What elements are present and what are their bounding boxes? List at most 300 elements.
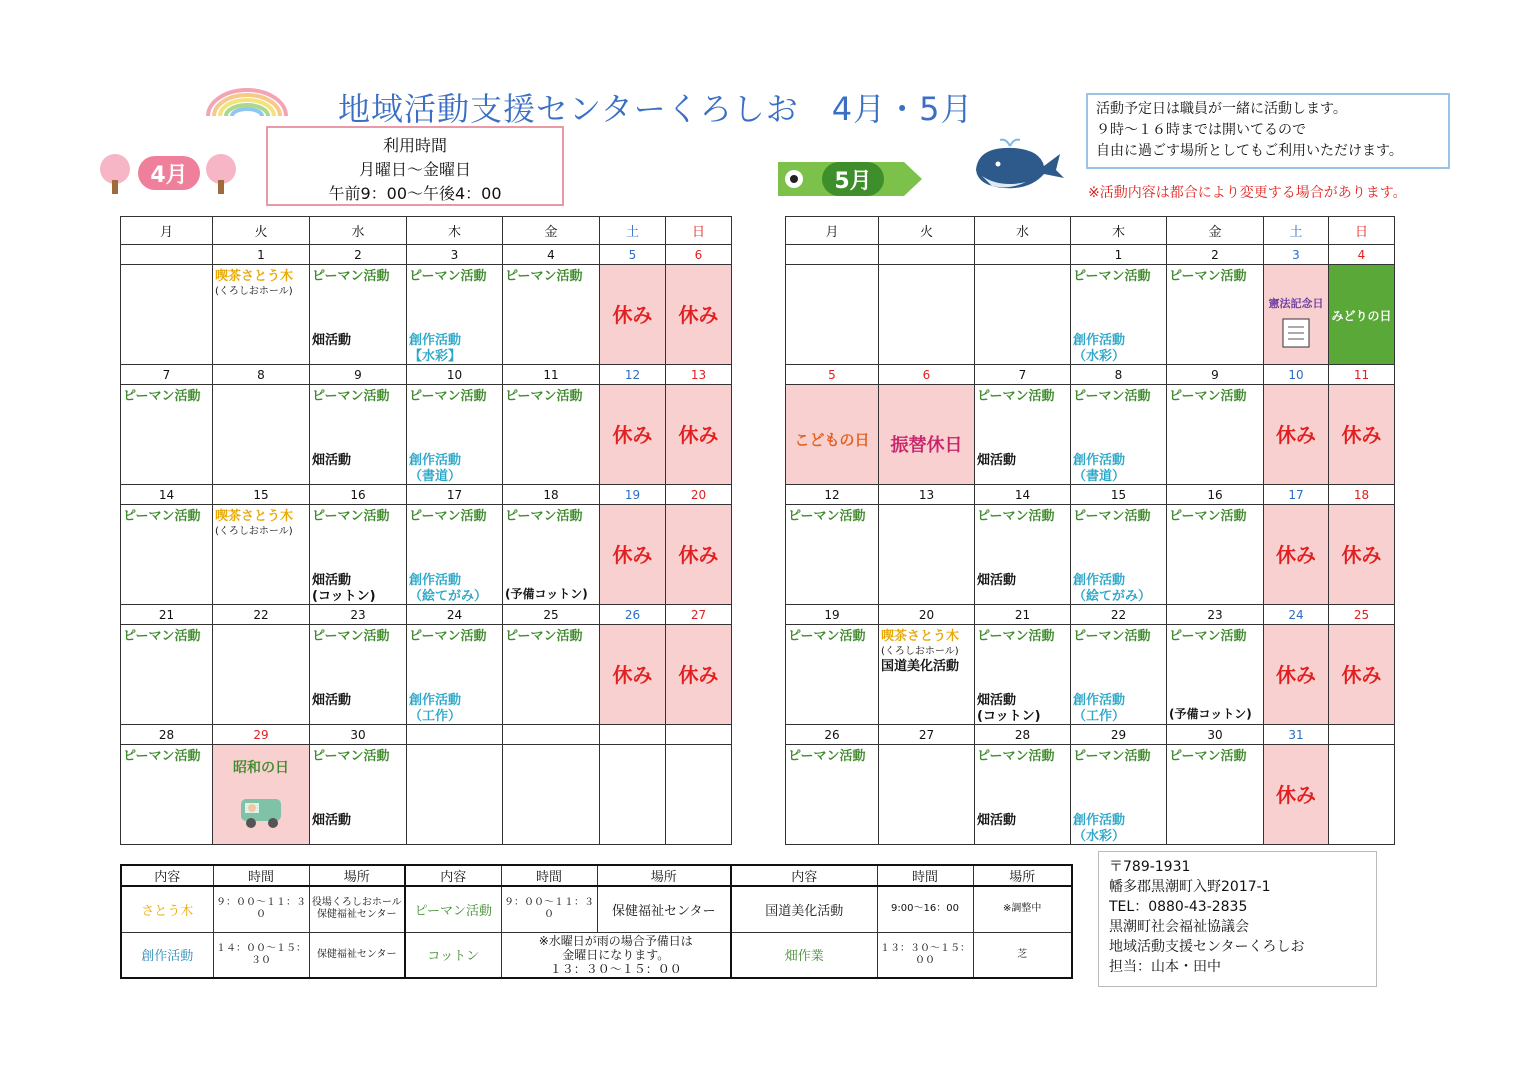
day-cell — [407, 505, 503, 605]
date-number — [975, 245, 1071, 265]
activity-piman: ピーマン活動 — [409, 389, 487, 404]
date-row — [786, 485, 1395, 505]
date-number: 8 — [1071, 365, 1167, 385]
holiday-label: 憲法記念日 — [1268, 297, 1324, 310]
activity-row — [121, 745, 732, 845]
activity-info-table — [120, 864, 1073, 979]
date-number: 30 — [1167, 725, 1264, 745]
info-header: 時間 — [213, 865, 309, 886]
date-number: 28 — [975, 725, 1071, 745]
day-cell — [407, 265, 503, 365]
day-cell — [407, 625, 503, 725]
info-activity-place: 芝 — [973, 932, 1072, 978]
weekday-header-row — [786, 217, 1395, 245]
opening-hours-box — [266, 126, 564, 206]
phone-number: TEL：0880-43-2835 — [1109, 899, 1248, 915]
activity-piman: ピーマン活動 — [1073, 389, 1151, 404]
date-number: 14 — [121, 485, 213, 505]
day-cell — [786, 505, 879, 605]
weekday-header-sunday: 日 — [1329, 217, 1395, 245]
notice-line: ９時～１６時までは開いてるので — [1096, 122, 1306, 138]
day-cell-off — [666, 265, 732, 365]
activity-piman: ピーマン活動 — [409, 509, 487, 524]
notice-line: 自由に過ごす場所としてもご利用いただけます。 — [1096, 143, 1403, 159]
day-cell — [121, 745, 213, 845]
activity-creative: 創作活動 — [1073, 333, 1126, 348]
day-cell — [879, 625, 975, 725]
date-row — [786, 725, 1395, 745]
activity-creative-note: （書道） — [1073, 469, 1126, 484]
activity-row — [121, 265, 732, 365]
activity-kokudo: 国道美化活動 — [881, 659, 960, 674]
day-cell — [407, 745, 503, 845]
info-row — [121, 886, 1072, 932]
day-cell-holiday — [1264, 265, 1329, 365]
rest-label: 休み — [678, 303, 719, 327]
date-number: 1 — [1071, 245, 1167, 265]
activity-creative: 創作活動 — [409, 693, 462, 708]
day-cell — [213, 385, 310, 485]
day-cell — [1167, 385, 1264, 485]
activity-creative-note: （絵てがみ） — [409, 589, 488, 604]
info-header: 内容 — [405, 865, 501, 886]
day-cell — [879, 265, 975, 365]
activity-row — [121, 385, 732, 485]
date-number: 17 — [1264, 485, 1329, 505]
date-row — [121, 725, 732, 745]
date-number: 24 — [407, 605, 503, 625]
day-cell — [1071, 265, 1167, 365]
info-activity-time: １４：００～１５：３０ — [213, 932, 309, 978]
day-cell — [1167, 625, 1264, 725]
info-activity-place: 保健福祉センター — [309, 932, 405, 978]
day-cell — [310, 745, 407, 845]
date-number: 1 — [213, 245, 310, 265]
holiday-label: 振替休日 — [890, 435, 963, 456]
activity-piman: ピーマン活動 — [977, 629, 1055, 644]
date-row — [786, 605, 1395, 625]
rest-label: 休み — [1341, 423, 1382, 447]
rest-label: 休み — [1276, 423, 1316, 447]
may-badge-group — [776, 158, 926, 202]
postal-code: 〒789-1931 — [1109, 859, 1191, 875]
date-number — [1329, 725, 1395, 745]
weekday-header: 月 — [121, 217, 213, 245]
day-cell — [503, 745, 600, 845]
date-number: 5 — [786, 365, 879, 385]
activity-location: (くろしおホール) — [215, 526, 293, 537]
april-calendar — [120, 216, 732, 845]
date-number: 20 — [666, 485, 732, 505]
truck-icon — [237, 785, 287, 831]
activity-piman: ピーマン活動 — [788, 629, 866, 644]
activity-creative: 創作活動 — [1073, 693, 1126, 708]
activity-farm: 畑活動 — [312, 333, 352, 348]
activity-piman: ピーマン活動 — [505, 269, 583, 284]
activity-cotton: (コットン) — [977, 709, 1041, 724]
activity-cafe: 喫茶さとう木 — [215, 269, 294, 284]
whale-icon — [970, 136, 1066, 196]
day-cell — [1167, 745, 1264, 845]
date-number: 12 — [600, 365, 666, 385]
hours-label: 利用時間 — [382, 136, 447, 155]
day-cell-off — [666, 625, 732, 725]
tree-trunk — [218, 180, 224, 194]
info-row — [121, 932, 1072, 978]
date-number: 3 — [407, 245, 503, 265]
date-number: 26 — [600, 605, 666, 625]
date-number: 16 — [310, 485, 407, 505]
center-name: 地域活動支援センターくろしお — [1109, 939, 1305, 955]
date-number: 11 — [1329, 365, 1395, 385]
activity-piman: ピーマン活動 — [123, 629, 201, 644]
date-number — [600, 725, 666, 745]
activity-piman: ピーマン活動 — [505, 509, 583, 524]
date-number: 8 — [213, 365, 310, 385]
activity-location: (くろしおホール) — [881, 646, 959, 657]
weekday-header-row — [121, 217, 732, 245]
date-number: 17 — [407, 485, 503, 505]
organization-name: 黒潮町社会福祉協議会 — [1109, 919, 1249, 935]
activity-piman: ピーマン活動 — [977, 389, 1055, 404]
date-number: 4 — [503, 245, 600, 265]
date-number: 22 — [213, 605, 310, 625]
date-number: 25 — [1329, 605, 1395, 625]
activity-farm: 畑活動 — [312, 573, 352, 588]
info-activity-time: １３：３０～１５：００ — [877, 932, 973, 978]
day-cell-off — [600, 625, 666, 725]
day-cell — [121, 385, 213, 485]
day-cell — [213, 265, 310, 365]
activity-cafe: 喫茶さとう木 — [215, 509, 294, 524]
activity-farm: 畑活動 — [977, 573, 1017, 588]
date-number: 27 — [879, 725, 975, 745]
activity-creative-note: （工作） — [409, 709, 462, 724]
info-activity-name: 畑作業 — [731, 932, 877, 978]
day-cell — [786, 745, 879, 845]
rest-label: 休み — [678, 543, 719, 567]
activity-piman: ピーマン活動 — [977, 749, 1055, 764]
day-cell — [213, 505, 310, 605]
date-number: 6 — [879, 365, 975, 385]
activity-cotton: (コットン) — [312, 589, 376, 604]
weekday-header: 月 — [786, 217, 879, 245]
activity-piman: ピーマン活動 — [123, 389, 201, 404]
activity-piman: ピーマン活動 — [312, 389, 390, 404]
day-cell — [121, 625, 213, 725]
activity-row — [121, 625, 732, 725]
date-number — [879, 245, 975, 265]
april-badge: 4月 — [138, 156, 200, 190]
date-number: 7 — [975, 365, 1071, 385]
holiday-label: みどりの日 — [1331, 309, 1392, 323]
date-number: 19 — [786, 605, 879, 625]
date-number: 28 — [121, 725, 213, 745]
info-header: 場所 — [309, 865, 405, 886]
april-badge-group — [96, 152, 246, 196]
tree-trunk — [112, 180, 118, 194]
date-number: 19 — [600, 485, 666, 505]
activity-piman: ピーマン活動 — [505, 629, 583, 644]
info-activity-note: ※水曜日が雨の場合予備日は 金曜日になります。 １３：３０～１５：００ — [501, 932, 731, 978]
activity-piman: ピーマン活動 — [312, 269, 390, 284]
staff-in-charge: 担当：山本・田中 — [1109, 959, 1221, 975]
activity-spare-cotton: (予備コットン) — [1169, 707, 1252, 721]
info-header: 時間 — [877, 865, 973, 886]
day-cell-off — [600, 505, 666, 605]
day-cell — [975, 505, 1071, 605]
rest-label: 休み — [612, 303, 653, 327]
activity-creative-note: （水彩） — [1073, 349, 1126, 364]
activity-creative-note: 【水彩】 — [409, 349, 462, 364]
date-row — [786, 245, 1395, 265]
date-number: 29 — [213, 725, 310, 745]
activity-piman: ピーマン活動 — [1073, 629, 1151, 644]
day-cell — [1071, 505, 1167, 605]
holiday-label: こどもの日 — [794, 431, 870, 449]
activity-piman: ピーマン活動 — [505, 389, 583, 404]
date-number — [503, 725, 600, 745]
date-number: 7 — [121, 365, 213, 385]
day-cell — [975, 265, 1071, 365]
activity-farm: 畑活動 — [312, 453, 352, 468]
info-activity-name: ピーマン活動 — [405, 886, 501, 932]
activity-piman: ピーマン活動 — [1169, 389, 1247, 404]
date-number: 31 — [1264, 725, 1329, 745]
date-number — [121, 245, 213, 265]
activity-farm: 畑活動 — [312, 813, 352, 828]
activity-creative: 創作活動 — [1073, 813, 1126, 828]
street-address: 幡多郡黒潮町入野2017-1 — [1109, 879, 1271, 895]
weekday-header: 金 — [1167, 217, 1264, 245]
info-activity-name: 国道美化活動 — [731, 886, 877, 932]
date-row — [786, 365, 1395, 385]
rest-label: 休み — [678, 663, 719, 687]
activity-creative-note: （書道） — [409, 469, 462, 484]
date-number: 18 — [1329, 485, 1395, 505]
day-cell — [503, 625, 600, 725]
activity-piman: ピーマン活動 — [312, 509, 390, 524]
caution-note: ※活動内容は都合により変更する場合があります。 — [1088, 185, 1407, 201]
day-cell — [1167, 265, 1264, 365]
day-cell — [786, 625, 879, 725]
activity-creative-note: （工作） — [1073, 709, 1126, 724]
info-activity-time: ９：００～１１：３０ — [501, 886, 597, 932]
notice-line: 活動予定日は職員が一緒に活動します。 — [1096, 101, 1347, 117]
date-number: 15 — [213, 485, 310, 505]
activity-cafe: 喫茶さとう木 — [881, 629, 960, 644]
activity-creative: 創作活動 — [409, 573, 462, 588]
activity-piman: ピーマン活動 — [788, 749, 866, 764]
date-number: 14 — [975, 485, 1071, 505]
date-number: 11 — [503, 365, 600, 385]
date-number: 6 — [666, 245, 732, 265]
activity-farm: 畑活動 — [977, 693, 1017, 708]
activity-row — [786, 745, 1395, 845]
day-cell — [310, 625, 407, 725]
date-number: 3 — [1264, 245, 1329, 265]
day-cell-holiday — [879, 385, 975, 485]
activity-row — [786, 265, 1395, 365]
rainbow-icon — [202, 86, 292, 118]
day-cell-off — [666, 505, 732, 605]
info-header-row — [121, 865, 1072, 886]
day-cell — [1071, 745, 1167, 845]
date-number: 10 — [407, 365, 503, 385]
day-cell-holiday — [786, 385, 879, 485]
info-activity-place: 保健福祉センター — [597, 886, 731, 932]
activity-row — [121, 505, 732, 605]
day-cell-holiday — [1329, 265, 1395, 365]
date-number: 2 — [1167, 245, 1264, 265]
weekday-header: 火 — [213, 217, 310, 245]
activity-piman: ピーマン活動 — [788, 509, 866, 524]
date-number: 27 — [666, 605, 732, 625]
date-number: 25 — [503, 605, 600, 625]
activity-piman: ピーマン活動 — [1073, 749, 1151, 764]
day-cell — [310, 385, 407, 485]
rest-label: 休み — [1276, 663, 1316, 687]
day-cell-off — [1329, 385, 1395, 485]
contact-box — [1098, 851, 1377, 987]
date-number: 18 — [503, 485, 600, 505]
activity-piman: ピーマン活動 — [409, 269, 487, 284]
activity-creative-note: （水彩） — [1073, 829, 1126, 844]
activity-piman: ピーマン活動 — [1169, 629, 1247, 644]
date-number: 20 — [879, 605, 975, 625]
day-cell-off — [1329, 625, 1395, 725]
activity-piman: ピーマン活動 — [123, 749, 201, 764]
date-number: 15 — [1071, 485, 1167, 505]
date-number: 13 — [879, 485, 975, 505]
activity-piman: ピーマン活動 — [409, 629, 487, 644]
date-number — [407, 725, 503, 745]
day-cell — [1071, 385, 1167, 485]
day-cell — [879, 745, 975, 845]
activity-location: (くろしおホール) — [215, 286, 293, 297]
day-cell — [503, 385, 600, 485]
day-cell — [121, 505, 213, 605]
day-cell — [503, 265, 600, 365]
date-number: 5 — [600, 245, 666, 265]
day-cell — [310, 265, 407, 365]
weekday-header: 水 — [975, 217, 1071, 245]
day-cell-off — [1264, 385, 1329, 485]
activity-piman: ピーマン活動 — [312, 749, 390, 764]
date-number — [786, 245, 879, 265]
activity-row — [786, 505, 1395, 605]
day-cell — [786, 265, 879, 365]
weekday-header: 火 — [879, 217, 975, 245]
activity-creative-note: （絵てがみ） — [1073, 589, 1152, 604]
activity-piman: ピーマン活動 — [1169, 749, 1247, 764]
day-cell — [975, 745, 1071, 845]
date-number: 29 — [1071, 725, 1167, 745]
holiday-label: 昭和の日 — [233, 760, 289, 776]
date-number: 26 — [786, 725, 879, 745]
rest-label: 休み — [1341, 543, 1382, 567]
rest-label: 休み — [612, 423, 653, 447]
activity-piman: ピーマン活動 — [1073, 509, 1151, 524]
info-activity-place: 役場くろしおホール 保健福祉センター — [309, 886, 405, 932]
date-number: 9 — [1167, 365, 1264, 385]
weekday-header: 金 — [503, 217, 600, 245]
activity-piman: ピーマン活動 — [1169, 269, 1247, 284]
rest-label: 休み — [1276, 783, 1316, 807]
weekday-header-saturday: 土 — [1264, 217, 1329, 245]
weekday-header: 木 — [407, 217, 503, 245]
activity-piman: ピーマン活動 — [977, 509, 1055, 524]
date-number: 23 — [310, 605, 407, 625]
activity-farm: 畑活動 — [312, 693, 352, 708]
info-activity-time: 9:00～16：00 — [877, 886, 973, 932]
rest-label: 休み — [612, 543, 653, 567]
day-cell — [213, 625, 310, 725]
day-cell — [666, 745, 732, 845]
date-number: 9 — [310, 365, 407, 385]
day-cell — [1329, 745, 1395, 845]
activity-creative: 創作活動 — [1073, 453, 1126, 468]
activity-piman: ピーマン活動 — [1169, 509, 1247, 524]
date-row — [121, 365, 732, 385]
info-header: 場所 — [597, 865, 731, 886]
info-header: 時間 — [501, 865, 597, 886]
notice-box — [1086, 93, 1450, 169]
day-cell-off — [600, 265, 666, 365]
activity-creative: 創作活動 — [1073, 573, 1126, 588]
date-number: 2 — [310, 245, 407, 265]
activity-row — [786, 385, 1395, 485]
activity-farm: 畑活動 — [977, 813, 1017, 828]
date-number: 21 — [975, 605, 1071, 625]
rest-label: 休み — [1341, 663, 1382, 687]
rest-label: 休み — [612, 663, 653, 687]
weekday-header-sunday: 日 — [666, 217, 732, 245]
day-cell — [407, 385, 503, 485]
date-row — [121, 245, 732, 265]
page-title: 地域活動支援センターくろしお 4月・5月 — [338, 90, 974, 128]
day-cell-off — [666, 385, 732, 485]
activity-row — [786, 625, 1395, 725]
activity-piman: ピーマン活動 — [312, 629, 390, 644]
date-number: 22 — [1071, 605, 1167, 625]
weekday-header: 水 — [310, 217, 407, 245]
info-header: 場所 — [973, 865, 1072, 886]
info-activity-name: 創作活動 — [121, 932, 213, 978]
day-cell — [1167, 505, 1264, 605]
hours-time: 午前9：00～午後4：00 — [328, 184, 502, 203]
rest-label: 休み — [678, 423, 719, 447]
info-activity-name: コットン — [405, 932, 501, 978]
day-cell — [975, 385, 1071, 485]
date-number: 23 — [1167, 605, 1264, 625]
date-row — [121, 605, 732, 625]
info-activity-name: さとう木 — [121, 886, 213, 932]
activity-creative: 創作活動 — [409, 453, 462, 468]
weekday-header: 木 — [1071, 217, 1167, 245]
day-cell — [503, 505, 600, 605]
day-cell-off — [1329, 505, 1395, 605]
day-cell — [879, 505, 975, 605]
may-calendar — [785, 216, 1395, 845]
date-number: 13 — [666, 365, 732, 385]
date-row — [121, 485, 732, 505]
activity-spare-cotton: (予備コットン) — [505, 587, 588, 601]
activity-creative: 創作活動 — [409, 333, 462, 348]
day-cell — [600, 745, 666, 845]
info-activity-place: ※調整中 — [973, 886, 1072, 932]
book-icon — [1280, 315, 1314, 351]
